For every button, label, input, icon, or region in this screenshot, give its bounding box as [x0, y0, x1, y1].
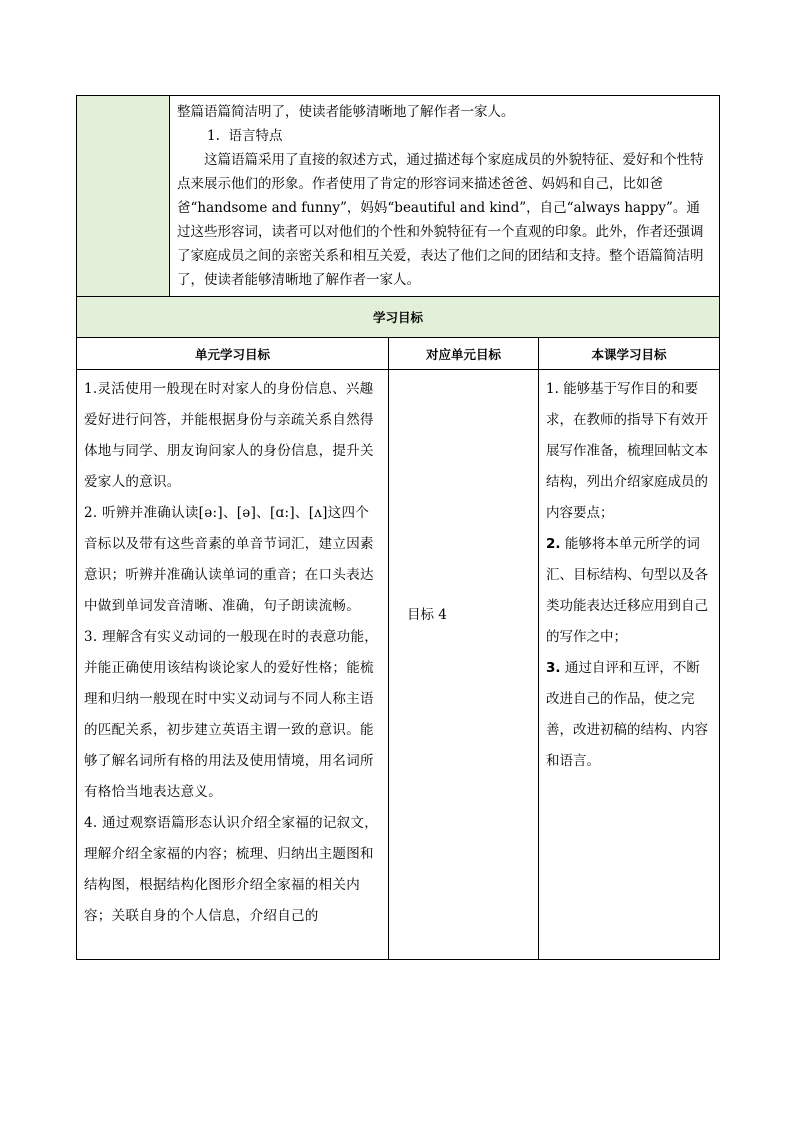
lesson-goal-item [546, 653, 712, 777]
lesson-goal-num: 1. [546, 381, 559, 397]
intro-top-line: 整篇语篇简洁明了，使读者能够清晰地了解作者一家人。 [177, 104, 515, 120]
unit-goal-item: 4. 通过观察语篇形态认识介绍全家福的记叙文，理解介绍全家福的内容；梳理、归纳出主题图和结构图，根据结构化图形介绍全家福的相关内容；关联自身的个人信息，介绍自己的 [84, 815, 379, 924]
heading-text: 语言特点 [228, 128, 283, 144]
unit-goals-cell [77, 370, 389, 960]
intro-label-cell [77, 96, 170, 297]
lesson-goal-text: 能够将本单元所学的词汇、目标结构、句型以及各类功能表达迁移应用到自己的写作之中； [546, 536, 708, 645]
lesson-goal-item [546, 529, 712, 653]
lesson-goal-item [546, 374, 712, 529]
column-header-row [77, 338, 720, 370]
lesson-goal-text: 通过自评和互评，不断改进自己的作品，使之完善，改进初稿的结构、内容和语言。 [546, 660, 708, 769]
intro-content-cell [170, 96, 720, 297]
heading-number: 1. [207, 128, 220, 144]
lesson-plan-table [76, 95, 720, 960]
language-features-heading [177, 124, 711, 148]
section-header-row [77, 297, 720, 338]
lesson-goal-num: 3. [546, 660, 561, 676]
lesson-goal-num: 2. [546, 536, 561, 552]
lesson-goal-text: 能够基于写作目的和要求，在教师的指导下有效开展写作准备，梳理回帖文本结构，列出介绍家庭成员的内容要点； [546, 381, 708, 521]
mapped-goal-cell [389, 370, 539, 960]
intro-row [77, 96, 720, 297]
unit-goal-item: 3. 理解含有实义动词的一般现在时的表意功能，并能正确使用该结构谈论家人的爱好性格；能梳理和归纳一般现在时中实义动词与不同人称主语的匹配关系，初步建立英语主谓一致的意识。能够了解名词所有格的用法及使用情境，用名词所有格恰当地表达意义。 [84, 629, 379, 800]
mapped-goal-text: 目标 4 [407, 606, 447, 623]
lesson-goals-cell [539, 370, 720, 960]
unit-goal-item: 1.灵活使用一般现在时对家人的身份信息、兴趣爱好进行问答，并能根据身份与亲疏关系自然得体地与同学、朋友询问家人的身份信息，提升关爱家人的意识。 [84, 381, 374, 490]
section-title: 学习目标 [77, 297, 720, 338]
mapped-goals-header: 对应单元目标 [389, 338, 539, 370]
unit-goal-item: 2. 听辨并准确认读[ə:]、[ə]、[ɑ:]、[ʌ]这四个音标以及带有这些音素的单音节词汇，建立因素意识；听辨并准确认读单词的重音；在口头表达中做到单词发音清晰、准确，句子朗读流畅。 [84, 505, 374, 614]
lesson-goals-header: 本课学习目标 [539, 338, 720, 370]
unit-goals-header: 单元学习目标 [77, 338, 389, 370]
language-features-paragraph: 这篇语篇采用了直接的叙述方式，通过描述每个家庭成员的外貌特征、爱好和个性特点来展示他们的形象。作者使用了肯定的形容词来描述爸爸、妈妈和自己，比如爸爸“handsome and funny”，妈妈“beautiful and kind”，自己“always happy”。通过这些形容词，读者可以对他们的个性和外貌特征有一个直观的印象。此外，作者还强调了家庭成员之间的亲密关系和相互关爱，表达了他们之间的团结和支持。整个语篇简洁明了，使读者能够清晰地了解作者一家人。 [177, 152, 704, 288]
goals-row [77, 370, 720, 960]
